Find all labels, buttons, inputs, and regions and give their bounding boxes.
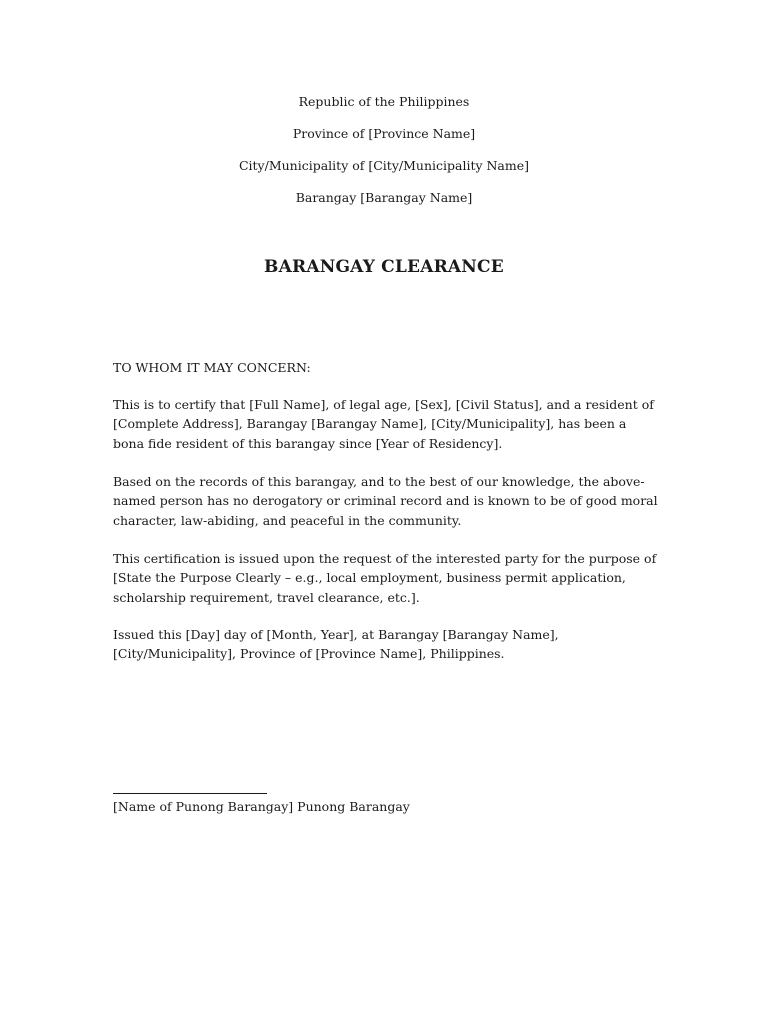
salutation: TO WHOM IT MAY CONCERN: [113,360,311,375]
header-province: Province of [Province Name] [292,126,476,141]
paragraph-records: Based on the records of this barangay, and to the best of our knowledge, the above-named person has no derogatory or criminal record and is known to be of good moral character, law-abiding, and peaceful in the community. [113,474,658,528]
paragraph-certification: This is to certify that [Full Name], of legal age, [Sex], [Civil Status], and a resident of [Complete Address], Barangay [Barangay Name], [City/Municipality], has been a bona fide resident of this barangay since [Year of Residency]. [113,397,654,451]
header-country: Republic of the Philippines [298,94,470,109]
signature-name: [Name of Punong Barangay] Punong Barangay [113,799,410,814]
header-barangay: Barangay [Barangay Name] [295,190,473,205]
paragraph-purpose: This certification is issued upon the request of the interested party for the purpose of [State the Purpose Clearly – e.g., local employment, business permit application, scholarship requirement, travel clearance, etc.]. [113,551,657,605]
document-title: BARANGAY CLEARANCE [264,257,504,277]
paragraph-issued: Issued this [Day] day of [Month, Year], at Barangay [Barangay Name], [City/Municipality], Province of [Province Name], Philippines. [113,627,559,662]
header-city: City/Municipality of [City/Municipality Name] [238,158,530,173]
signature-line [113,793,267,794]
